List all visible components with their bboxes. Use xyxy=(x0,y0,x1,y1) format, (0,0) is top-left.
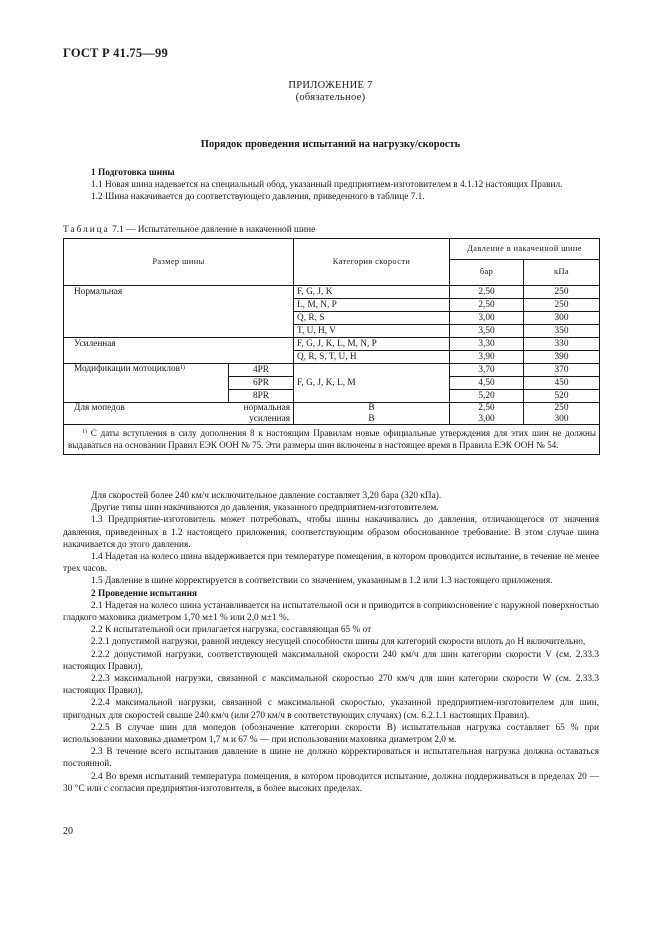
table-cell-empty xyxy=(64,351,294,364)
moped-bar-cell xyxy=(450,403,524,425)
after-table-text xyxy=(63,490,599,795)
motorcycle-label: Модификации мотоциклов xyxy=(74,364,181,374)
moped-label: Для мопедов xyxy=(74,403,125,413)
appendix-title: ПРИЛОЖЕНИЕ 7 xyxy=(288,80,373,91)
paragraph-1-2: 1.2 Шина накачивается до соответствующего давления, приведенного в таблице 7.1. xyxy=(91,192,425,203)
header-kpa: кПа xyxy=(524,260,600,286)
section-1-heading: 1 Подготовка шины xyxy=(91,168,175,178)
appendix-heading xyxy=(0,80,661,104)
moped-kpa-cell xyxy=(524,403,600,425)
table-cell-empty xyxy=(64,325,294,338)
paragraph-other-types: Другие типы шин накачиваются до давления, указанного предприятием-изготовителем. xyxy=(91,503,439,514)
standard-number: ГОСТ Р 41.75—99 xyxy=(63,46,168,60)
footnote-mark: 1) xyxy=(82,429,87,436)
paragraph-1-4: 1.4 Надетая на колесо шина выдерживается при температуре помещения, в котором проводится испытание, в течение не менее трех часов. xyxy=(63,552,599,575)
table-cell: 250 xyxy=(524,286,600,299)
header-speed-category: Категория скорости xyxy=(294,239,450,286)
table-cell-empty xyxy=(64,299,294,312)
table-cell: 8PR xyxy=(229,390,294,403)
table-cell: 3,90 xyxy=(450,351,524,364)
table-cell: 520 xyxy=(524,390,600,403)
paragraph-2-2: 2.2 К испытательной оси прилагается нагрузка, составляющая 65 % от xyxy=(91,625,372,636)
paragraph-2-2-1: 2.2.1 допустимой нагрузки, равной индексу несущей способности шины для категорий скорости вплоть до H включительно, xyxy=(91,637,586,648)
table-cell: B xyxy=(368,403,375,413)
paragraph-1-5: 1.5 Давление в шине корректируется в соответствии со значением, указанным в 1.2 или 1.3 настоящего приложения. xyxy=(91,576,553,587)
table-cell: F, G, J, K, L, M xyxy=(294,364,450,403)
moped-type-reinforced: усиленная xyxy=(249,413,290,424)
table-cell: 2,50 xyxy=(478,403,495,413)
table-cell: L, M, N, P xyxy=(294,299,450,312)
header-pressure: Давление в накаченной шине xyxy=(450,239,600,260)
table-cell: T, U, H, V xyxy=(294,325,450,338)
table-cell: 4,50 xyxy=(450,377,524,390)
table-cell: 370 xyxy=(524,364,600,377)
paragraph-1-3: 1.3 Предприятие-изготовитель может потребовать, чтобы шины накачивались до давления, отличающегося от значения давления, приведенных в 1.2 настоящего приложения, соответствующим образом обоснованное требование. В этом случае шина накачивается до этого давления. xyxy=(63,515,599,550)
table-cell: 3,00 xyxy=(478,413,495,424)
section-1 xyxy=(63,167,599,204)
footnote-text: С даты вступления в силу дополнения 8 к настоящим Правилам новые официальные утверждения для этих шин не должны выдаваться на основании Правил ЕЭК ООН № 75. Эти размеры шин включены в настоящее время в Правила ЕЭК ООН № 54. xyxy=(68,428,597,450)
table-cell: 5,20 xyxy=(450,390,524,403)
table-cell: 3,00 xyxy=(450,312,524,325)
appendix-subtitle: (обязательное) xyxy=(295,92,366,103)
table-cell: Q, R, S, T, U, H xyxy=(294,351,450,364)
table-cell: 3,70 xyxy=(450,364,524,377)
paragraph-1-1: 1.1 Новая шина надевается на специальный обод, указанный предприятием-изготовителем в 4.1.12 настоящих Правил. xyxy=(91,180,563,191)
row-label-reinforced: Усиленная xyxy=(64,338,294,351)
footnote-ref: 1) xyxy=(180,365,186,371)
table-cell: 2,50 xyxy=(450,299,524,312)
document-title: Порядок проведения испытаний на нагрузку/скорость xyxy=(200,139,461,150)
table-cell: 6PR xyxy=(229,377,294,390)
table-cell: 250 xyxy=(524,299,600,312)
row-label-normal: Нормальная xyxy=(64,286,294,299)
paragraph-2-2-5: 2.2.5 В случае шин для мопедов (обозначение категории скорости B) испытательная нагрузка составляет 65 % при использовании маховика диаметром 1,7 м и 67 % — при использовании маховика диаметром 2,0 м. xyxy=(63,722,599,746)
table-cell: 450 xyxy=(524,377,600,390)
paragraph-speed-note: Для скоростей более 240 км/ч исключительное давление составляет 3,20 бара (320 кПа). xyxy=(91,491,442,501)
table-cell: 250 xyxy=(554,403,569,413)
moped-category-cell xyxy=(294,403,450,425)
paragraph-2-2-4: 2.2.4 максимальной нагрузки, связанной с максимальной скоростью, указанной предприятием-изготовителем для шин, пригодных для скоростей свыше 240 км/ч (или 270 км/ч в соответствующих случаях) (см. 6.2.1.1 настоящих Правил). xyxy=(63,698,599,721)
table-cell: 300 xyxy=(554,413,569,424)
table-cell: B xyxy=(368,413,375,424)
table-caption-label: Таблица xyxy=(63,225,110,235)
paragraph-2-2-2: 2.2.2 допустимой нагрузки, соответствующей максимальной скорости 240 км/ч для шин категории скорости V (см. 2.33.3 настоящих Правил), xyxy=(63,649,599,672)
table-footnote xyxy=(64,425,600,455)
paragraph-2-4: 2.4 Во время испытаний температура помещения, в котором проводится испытание, должна поддерживаться в пределах 20 — 30 °С или с согласия предприятия-изготовителя, в более высоких пределах. xyxy=(63,771,599,794)
row-label-motorcycle xyxy=(64,364,229,403)
pressure-table xyxy=(63,238,600,455)
section-2-heading: 2 Проведение испытания xyxy=(91,588,197,599)
table-cell: 3,50 xyxy=(450,325,524,338)
table-cell: F, G, J, K, L, M, N, P xyxy=(294,338,450,351)
paragraph-2-3: 2.3 В течение всего испытания давление в шине не должно корректироваться и испытательная нагрузка должна оставаться постоянной. xyxy=(63,747,599,770)
moped-type-normal: нормальная xyxy=(243,403,290,413)
header-tire-size: Размер шины xyxy=(64,239,294,286)
table-cell: 2,50 xyxy=(450,286,524,299)
table-caption-text: 7.1 — Испытательное давление в накаченной шине xyxy=(109,225,316,235)
moped-line-2 xyxy=(64,414,293,425)
header-bar: бар xyxy=(450,260,524,286)
table-cell: 330 xyxy=(524,338,600,351)
table-cell: 390 xyxy=(524,351,600,364)
table-cell: 4PR xyxy=(229,364,294,377)
moped-line-1 xyxy=(64,403,293,414)
table-caption xyxy=(63,225,315,235)
table-cell: 3,30 xyxy=(450,338,524,351)
table-cell: F, G, J, K xyxy=(294,286,450,299)
table-cell: 350 xyxy=(524,325,600,338)
paragraph-2-1: 2.1 Надетая на колесо шина устанавливается на испытательной оси и приводится в соприкосновение с наружной поверхностью гладкого маховика диаметром 1,70 м±1 % или 2,0 м±1 %. xyxy=(63,600,599,624)
table-cell: 300 xyxy=(524,312,600,325)
table-cell: Q, R, S xyxy=(294,312,450,325)
table-cell-empty xyxy=(64,312,294,325)
row-label-moped xyxy=(64,403,294,425)
paragraph-2-2-3: 2.2.3 максимальной нагрузки, связанной с максимальной скоростью 270 км/ч для шин категории скорости W (см. 2.33.3 настоящих Правил), xyxy=(63,674,599,697)
page-number: 20 xyxy=(63,826,73,837)
